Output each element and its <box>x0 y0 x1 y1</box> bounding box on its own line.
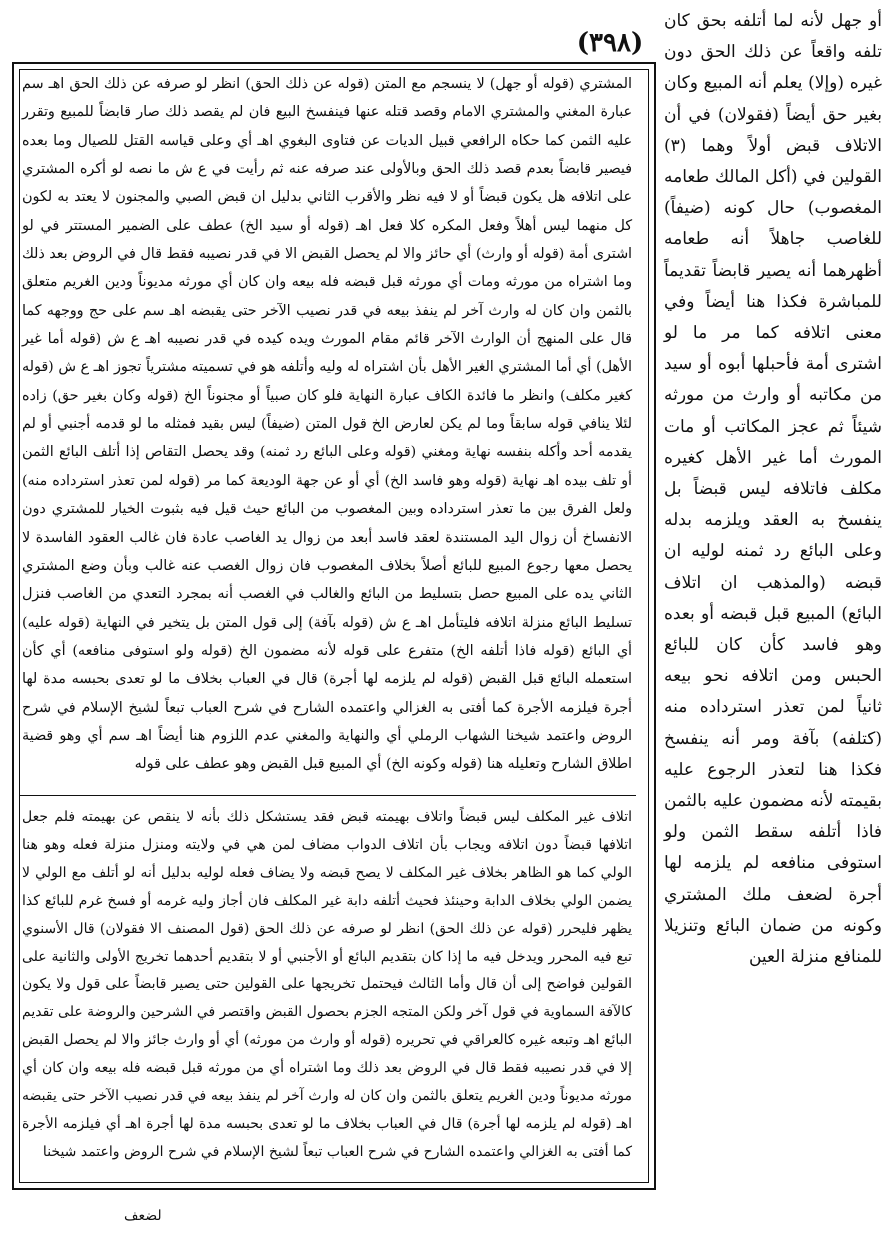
section-divider <box>20 795 636 796</box>
lower-commentary-paragraph: اتلاف غير المكلف ليس قبضاً واتلاف بهيمته قبض فقد يستشكل ذلك بأنه لا ينقص عن بهيمته فلم جعل اتلافها قبضاً دون اتلافه ويجاب بأن اتلاف الدواب مضاف لمن هي في ولايته ومنزل منزلة فعله وهو هنا الولي كما هو الظاهر بخلاف غير المكلف لا يصح قبضه ولا يضاف فعله لوليه بدليل أنه لو أتلف مع الولي لا يضمن الولي بخلاف الدابة وحينئذ فحيث أتلفه دابة غير المكلف فان أجاز وليه غرمه أو فسخ غرم للبائع كذا يظهر فليحرر (قوله عن ذلك الحق) انظر لو صرفه عن ذلك الحق (قول المصنف الا فقولان) قال الأسنوي تبع فيه المحرر ويدخل فيه ما إذا كان بتقديم البائع أو الأجنبي أو لا بتقديم أحدهما تخريج الأولى والثانية على القولين فواضح إلى أن قال وأما الثالث فيحتمل تخريجها على القولين حتى يصير قابضاً على قول ولا يكون كالآفة السماوية في قول آخر ولكن المتجه الجزم بحصول القبض واقتصر في الشرحين والروضة على تقديم البائع اهـ وتبعه غيره كالعراقي في تحريره (قوله أو وارث من مورثه) أي أو وارث جائز والا لم يحصل القبض إلا في قدر نصيبه فقط قال في الروض بعد ذلك وما اشتراه أي من مورثه قبل قبضه فله بيعه وان كان أي مورثه مديوناً ودين الغريم يتعلق بالثمن وان كان له وارث آخر لم ينفذ بيعه في قدر نصيب الآخر حتى يقبضه اهـ (قوله لم يلزمه لها أجرة) قال في العباب بخلاف ما لو تعدى بحبسه مدة لها أجرة اهـ أي فيلزمه الأجرة كما أفتى به الغزالي واعتمده الشارح في شرح العباب تبعاً لشيخ الإسلام في شرح الروض واعتمد شيخنا <box>22 809 632 1160</box>
lower-commentary <box>22 804 632 1167</box>
main-commentary <box>22 70 632 779</box>
main-commentary-paragraph: المشتري (قوله أو جهل) لا ينسجم مع المتن (قوله عن ذلك الحق) انظر لو صرفه عن ذلك الحق اهـ سم عبارة المغني والمشتري الامام وقصد قتله عنها فينفسخ البيع فان لم يقصد ذلك صار قابضاً للمبيع وتقرر عليه الثمن كما حكاه الرافعي قبيل الديات عن فتاوى البغوي اهـ أي وعلى قياسه القتل للصيال وما بعده فيصير قابضاً بعدم قصد ذلك الحق وبالأولى عند صرفه عنه ثم رأيت في ع ش ما نصه لو أكره المشتري على اتلافه هل يكون قبضاً أو لا فيه نظر والأقرب الثاني بدليل ان قبض الصبي والمجنون لا يعتد به لكون كل منهما ليس أهلاً وفعل المكره كلا فعل اهـ (قوله أو سيد الخ) عطف على الضمير المستتر في لو اشترى أمة (قوله أو وارث) أي حائز والا لم يحصل القبض الا في قدر نصيبه فقط قال في الروض بعد ذلك وما اشتراه من مورثه ومات أي مورثه قبل قبضه فله بيعه وان كان أي مورثه مديوناً ودين الغريم متعلق بالثمن وان كان له وارث آخر لم ينفذ بيعه في قدر نصيب الآخر حتى يقبضه اهـ سم على حج ووجهه كما قال على المنهج أن الوارث الآخر قائم مقام المورث ويده كيده في قدر نصيبه اهـ ع ش (قوله أما غير الأهل) أي أما المشتري الغير الأهل بأن اشتراه له وليه وأتلفه هو في تسميته مشترياً تجوز اهـ ع ش (قوله كغير مكلف) وانظر ما فائدة الكاف عبارة النهاية فلو كان صبياً أو مجنوناً الخ (قوله وكان بغير حق) زاده لئلا ينافي قوله سابقاً وما لم يكن لعارض الخ قول المتن (ضيفاً) ليس بقيد فمثله ما لو قدمه أجنبي أو لم يقدمه أحد وأكله بنفسه نهاية ومغني (قوله وعلى البائع رد ثمنه) وقد يحصل التقاص إذا أتلف البائع الثمن أو تلف بيده اهـ نهاية (قوله وهو فاسد الخ) أي أو عن جهة الوديعة كما مر (قوله لمن تعذر استرداده منه) ولعل الفرق بين ما تعذر استرداده وبين المغصوب من البائع حيث قيل فيه بثبوت الخيار للمشتري دون الانفساخ أن زوال اليد المستندة لعقد فاسد أبعد من زوال يد الغاصب عادة فان غالب العقود الفاسدة لا يحصل معها رجوع المبيع للبائع أصلاً بخلاف المغصوب فان زوال الغصب عنه غالب وبأن وضع المشتري الثاني يده على المبيع حصل بتسليط من البائع والغالب في الغصب أنه بمجرد التعدي من الغاصب فنزل تسليط البائع منزلة اتلافه فليتأمل اهـ ع ش (قوله بآفة) إلى قول المتن بل يتخير في النهاية (قوله عليه) أي البائع (قوله فاذا أتلفه الخ) متفرع على قوله لأنه مضمون الخ (قوله ولو استوفى منافعه) أي كأن استعمله البائع قبل القبض (قوله لم يلزمه لها أجرة) قال في العباب بخلاف ما لو تعدى بحبسه مدة لها أجرة فيلزمه الأجرة كما أفتى به الغزالي واعتمده الشارح في شرح العباب تبعاً لشيخ الإسلام في شرح الروض واعتمد شيخنا الشهاب الرملي أي والنهاية والمغني عدم اللزوم هنا أيضاً اهـ سم أي وهو قضية اطلاق الشارح وتعليله هنا (قوله وكونه الخ) أي المبيع قبل القبض وهو عطف على قوله <box>22 76 632 773</box>
catchword: لضعف <box>124 1208 162 1224</box>
page-number: (٣٩٨) <box>576 28 644 58</box>
margin-commentary-text: أو جهل لأنه لما أتلفه بحق كان تلفه واقعاً عن ذلك الحق دون غيره (وإلا) يعلم أنه المبيع وكان بغير حق أيضاً (فقولان) في أن الاتلاف قبض أولاً وهما (٣) القولين في (أكل المالك طعامه المغصوب) حال كونه (ضيفاً) للغاصب جاهلاً أنه طعامه أظهرهما أنه يصير قابضاً تقديماً للمباشرة فكذا هنا أيضاً وفي معنى اتلافه كما مر ما لو اشترى أمة فأحبلها أبوه أو سيد من مكاتبه أو وارث من مورثه شيئاً ثم عجز المكاتب أو مات المورث أما غير الأهل كغيره مكلف فاتلافه ليس قبضاً بل ينفسخ به العقد ويلزمه بدله وعلى البائع رد ثمنه لوليه ان قبضه (والمذهب ان اتلاف البائع) المبيع قبل قبضه أو بعده وهو فاسد كأن كان للبائع الحبس ومن اتلافه نحو بيعه ثانياً لمن تعذر استرداده منه (كتلفه) بآفة ومر أنه ينفسخ فكذا هنا لتعذر الرجوع عليه بقيمته لأنه مضمون عليه بالثمن فاذا أتلفه سقط الثمن ولو استوفى منافعه لم يلزمه لها أجرة لضعف ملك المشتري وكونه من ضمان البائع وتنزيلا للمنافع منزلة العين <box>664 11 882 968</box>
margin-commentary <box>664 6 882 973</box>
